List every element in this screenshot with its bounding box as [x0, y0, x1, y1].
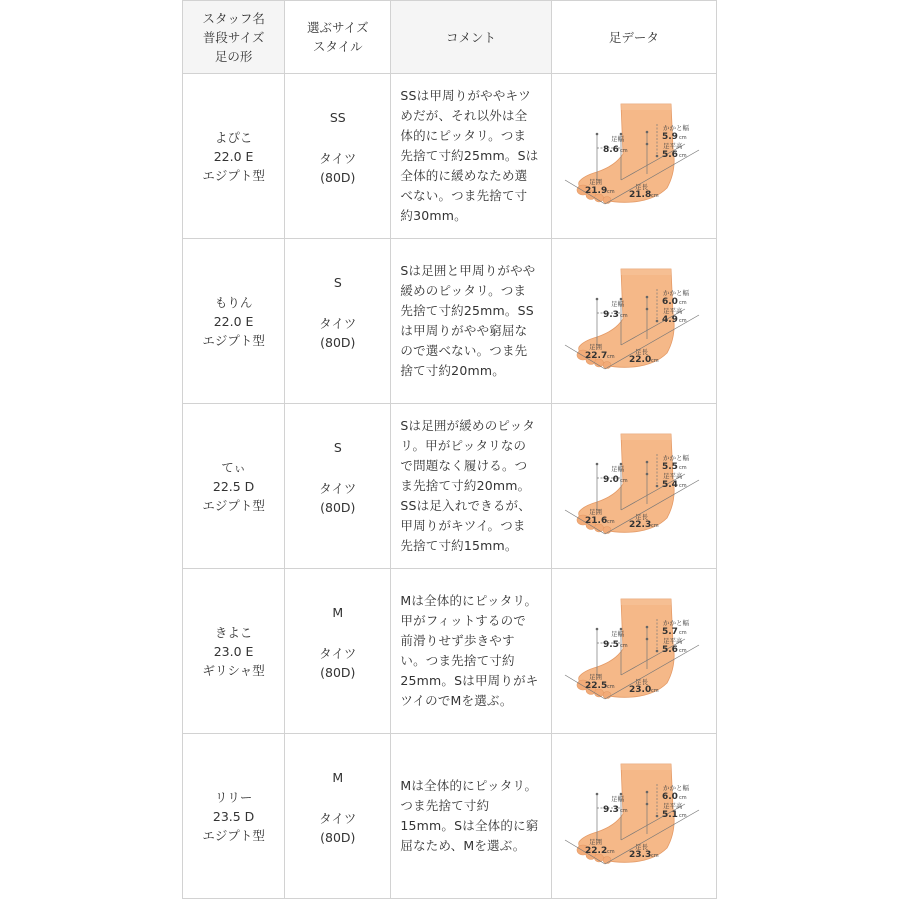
unit-ashinaga: cm	[650, 358, 659, 364]
header-chosen-size: 選ぶサイズ	[307, 20, 369, 35]
usual-size: 22.0 E	[213, 313, 254, 329]
denier-label: (80D)	[320, 334, 356, 350]
comment-line: ので選べない。つま先	[400, 343, 528, 358]
staff-name: きよこ	[214, 624, 253, 640]
foot-data-cell	[551, 404, 716, 569]
label-kakato: かかと幅	[662, 454, 689, 462]
value-ashinaga: 21.8	[628, 190, 652, 200]
staff-cell	[183, 734, 285, 899]
unit-kakato: cm	[678, 300, 687, 306]
value-ashihira: 4.9	[661, 315, 678, 325]
unit-ashikubi: cm	[619, 478, 628, 484]
foot-diagram	[559, 591, 709, 711]
unit-ashimawari: cm	[606, 519, 615, 525]
foot-shape: エジプト型	[202, 497, 265, 513]
table-row-3	[183, 404, 717, 569]
header-foot-data: 足データ	[551, 1, 716, 74]
value-ashinaga: 22.3	[628, 520, 652, 530]
value-ashihira: 5.6	[661, 150, 678, 160]
comment-line: めだが、それ以外は全	[400, 108, 528, 123]
comment-line: べない。つま先捨て寸	[400, 188, 528, 203]
unit-kakato: cm	[678, 135, 687, 141]
staff-cell	[183, 74, 285, 239]
value-kakato: 5.5	[661, 462, 678, 472]
value-ashimawari: 22.2	[584, 846, 608, 856]
style-label: タイツ	[319, 810, 357, 826]
unit-ashinaga: cm	[650, 853, 659, 859]
header-usual-size: 普段サイズ	[202, 29, 265, 45]
comment-line: は甲周りがやや窮屈な	[400, 323, 528, 338]
value-ashikubi: 9.5	[602, 640, 619, 650]
unit-ashihira: cm	[678, 813, 687, 819]
staff-name: もりん	[214, 294, 253, 310]
value-ashikubi: 9.0	[602, 475, 619, 485]
label-kakato: かかと幅	[662, 124, 689, 132]
usual-size: 22.0 E	[213, 148, 254, 164]
style-label: タイツ	[319, 315, 357, 331]
comment-cell	[391, 404, 551, 569]
unit-ashikubi: cm	[619, 643, 628, 649]
label-ashikubi: 足幅	[610, 300, 624, 308]
staff-name: よぴこ	[214, 129, 253, 145]
chosen-size: SS	[329, 109, 346, 125]
comment-line: 先捨て寸約15mm。	[400, 538, 518, 553]
unit-ashinaga: cm	[650, 688, 659, 694]
comment-line: つま先捨て寸約	[400, 798, 490, 813]
comment-line: ま先捨て寸約20mm。	[400, 478, 531, 493]
unit-ashihira: cm	[678, 648, 687, 654]
unit-ashihira: cm	[678, 153, 687, 159]
chosen-size: M	[332, 769, 344, 785]
unit-ashikubi: cm	[619, 313, 628, 319]
label-ashinaga: 足長	[634, 183, 648, 191]
denier-label: (80D)	[320, 664, 356, 680]
label-ashinaga: 足長	[634, 843, 648, 851]
staff-name: てぃ	[221, 459, 246, 475]
unit-ashihira: cm	[678, 318, 687, 324]
label-ashihira: 足平高	[662, 142, 683, 150]
value-kakato: 6.0	[661, 792, 678, 802]
comment-line: で問題なく履ける。つ	[400, 458, 528, 473]
header-style: スタイル	[312, 39, 363, 54]
comment-cell	[391, 569, 551, 734]
unit-ashinaga: cm	[650, 193, 659, 199]
header-staff-name: スタッフ名	[202, 10, 265, 26]
comment-line: 甲がフィットするので	[400, 613, 527, 628]
value-ashimawari: 22.5	[584, 681, 608, 691]
value-ashinaga: 22.0	[628, 355, 652, 365]
foot-shape: エジプト型	[202, 167, 265, 183]
value-ashinaga: 23.3	[628, 850, 652, 860]
unit-ashinaga: cm	[650, 523, 659, 529]
denier-label: (80D)	[320, 169, 356, 185]
comment-cell	[391, 239, 551, 404]
unit-ashihira: cm	[678, 483, 687, 489]
foot-diagram	[559, 756, 709, 876]
comment-line: 体的にピッタリ。つま	[400, 128, 527, 143]
denier-label: (80D)	[320, 829, 356, 845]
usual-size: 23.5 D	[212, 808, 255, 824]
staff-cell	[183, 404, 285, 569]
comment-line: 約30mm。	[400, 208, 467, 223]
foot-data-cell	[551, 74, 716, 239]
size-cell	[285, 404, 391, 569]
comment-line: リ。甲がピッタリなの	[400, 438, 527, 453]
comment-line: Mは全体的にピッタリ。	[400, 778, 538, 793]
value-ashimawari: 22.7	[584, 351, 608, 361]
size-cell	[285, 74, 391, 239]
label-kakato: かかと幅	[662, 619, 689, 627]
value-kakato: 5.9	[661, 132, 678, 142]
size-cell	[285, 239, 391, 404]
value-ashihira: 5.6	[661, 645, 678, 655]
style-label: タイツ	[319, 480, 357, 496]
unit-ashimawari: cm	[606, 189, 615, 195]
foot-data-cell	[551, 239, 716, 404]
label-ashikubi: 足幅	[610, 630, 624, 638]
unit-ashikubi: cm	[619, 808, 628, 814]
label-ashihira: 足平高	[662, 802, 683, 810]
comment-cell	[391, 734, 551, 899]
label-ashihira: 足平高	[662, 637, 683, 645]
usual-size: 22.5 D	[212, 478, 255, 494]
comment-line: 先捨て寸約25mm。SS	[400, 303, 534, 318]
label-ashihira: 足平高	[662, 307, 683, 315]
foot-diagram	[559, 426, 709, 546]
header-size	[285, 1, 391, 74]
foot-shape: エジプト型	[202, 332, 265, 348]
comment-line: 前滑りせず歩きやす	[400, 633, 515, 648]
header-row	[183, 1, 717, 74]
chosen-size: M	[332, 604, 344, 620]
table-row-5	[183, 734, 717, 899]
foot-shape: エジプト型	[202, 827, 265, 843]
header-comment: コメント	[391, 1, 551, 74]
value-ashihira: 5.1	[661, 810, 678, 820]
unit-kakato: cm	[678, 795, 687, 801]
label-kakato: かかと幅	[662, 784, 689, 792]
comment-line: Sは足囲と甲周りがやや	[400, 263, 536, 278]
label-ashikubi: 足幅	[610, 795, 624, 803]
foot-diagram	[559, 96, 709, 216]
label-ashikubi: 足幅	[610, 135, 624, 143]
chosen-size: S	[333, 274, 342, 290]
header-staff	[183, 1, 285, 74]
comment-line: 甲周りがキツイ。つま	[400, 518, 526, 533]
usual-size: 23.0 E	[213, 643, 254, 659]
label-ashimawari: 足囲	[588, 673, 602, 681]
label-ashikubi: 足幅	[610, 465, 624, 473]
value-ashikubi: 8.6	[602, 145, 619, 155]
label-ashimawari: 足囲	[588, 343, 602, 351]
comment-cell	[391, 74, 551, 239]
value-kakato: 5.7	[661, 627, 678, 637]
unit-ashimawari: cm	[606, 684, 615, 690]
label-ashihira: 足平高	[662, 472, 683, 480]
comment-line: 緩めのピッタリ。つま	[400, 283, 527, 298]
label-ashinaga: 足長	[634, 513, 648, 521]
unit-ashikubi: cm	[619, 148, 628, 154]
comment-line: い。つま先捨て寸約	[400, 653, 515, 668]
unit-kakato: cm	[678, 630, 687, 636]
table-row-4	[183, 569, 717, 734]
table-row-2	[183, 239, 717, 404]
comment-line: SSは甲周りがややキツ	[400, 88, 531, 103]
label-ashimawari: 足囲	[588, 178, 602, 186]
comment-line: 先捨て寸約25mm。Sは	[400, 148, 539, 163]
value-ashikubi: 9.3	[602, 310, 619, 320]
staff-cell	[183, 569, 285, 734]
table-row-1	[183, 74, 717, 239]
foot-data-cell	[551, 569, 716, 734]
foot-shape: ギリシャ型	[202, 662, 265, 678]
unit-kakato: cm	[678, 465, 687, 471]
staff-name: リリー	[214, 789, 253, 805]
comment-line: ツイのでMを選ぶ。	[400, 693, 513, 708]
size-cell	[285, 734, 391, 899]
value-ashihira: 5.4	[661, 480, 678, 490]
header-foot-shape: 足の形	[214, 48, 253, 64]
comment-line: 屈なため、Mを選ぶ。	[400, 838, 526, 853]
denier-label: (80D)	[320, 499, 356, 515]
comment-line: Sは足囲が緩めのピッタ	[400, 418, 536, 433]
label-ashinaga: 足長	[634, 678, 648, 686]
size-comparison-table	[182, 0, 717, 899]
size-cell	[285, 569, 391, 734]
foot-diagram	[559, 261, 709, 381]
style-label: タイツ	[319, 645, 357, 661]
comment-line: 捨て寸約20mm。	[400, 363, 505, 378]
label-ashimawari: 足囲	[588, 508, 602, 516]
foot-data-cell	[551, 734, 716, 899]
value-ashimawari: 21.6	[584, 516, 608, 526]
comment-line: SSは足入れできるが、	[400, 498, 531, 513]
comment-line: 25mm。Sは甲周りがキ	[400, 673, 539, 688]
label-ashinaga: 足長	[634, 348, 648, 356]
value-ashikubi: 9.3	[602, 805, 619, 815]
comment-line: Mは全体的にピッタリ。	[400, 593, 538, 608]
unit-ashimawari: cm	[606, 849, 615, 855]
value-ashinaga: 23.0	[628, 685, 652, 695]
comment-line: 全体的に緩めなため選	[400, 168, 528, 183]
chosen-size: S	[333, 439, 342, 455]
label-ashimawari: 足囲	[588, 838, 602, 846]
comment-line: 15mm。Sは全体的に窮	[400, 818, 539, 833]
label-kakato: かかと幅	[662, 289, 689, 297]
value-ashimawari: 21.9	[584, 186, 608, 196]
value-kakato: 6.0	[661, 297, 678, 307]
style-label: タイツ	[319, 150, 357, 166]
unit-ashimawari: cm	[606, 354, 615, 360]
staff-cell	[183, 239, 285, 404]
